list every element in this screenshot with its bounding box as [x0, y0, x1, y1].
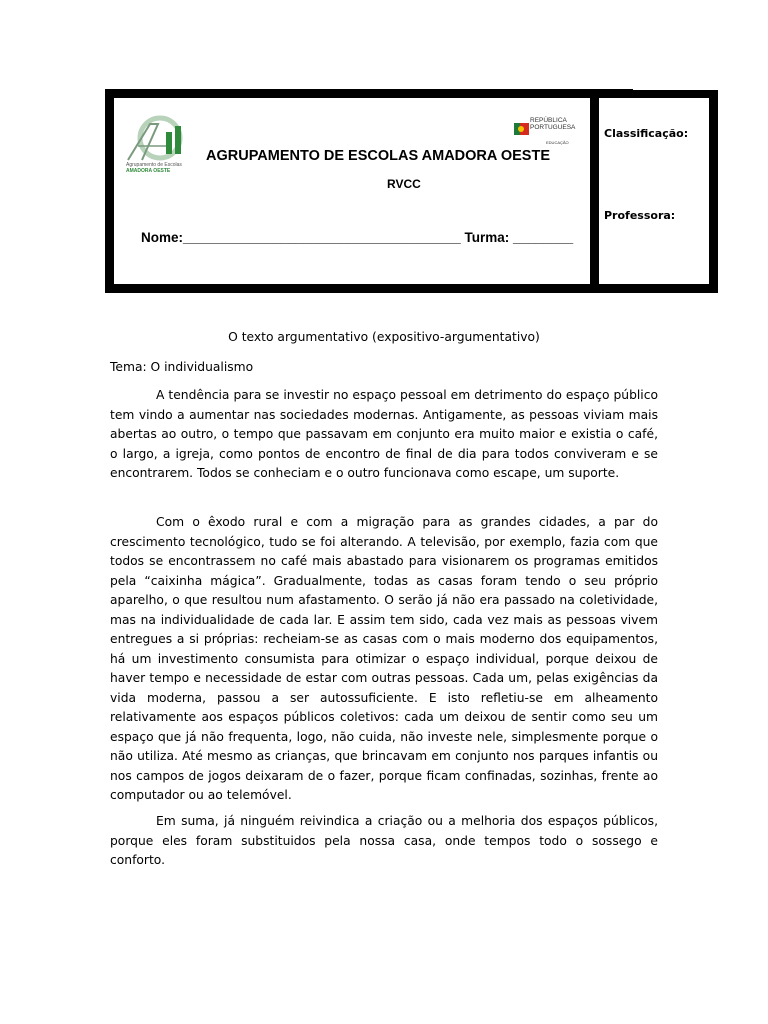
course-label: RVCC — [387, 177, 421, 191]
teacher-label: Professora: — [604, 209, 676, 222]
paragraph-3: Em suma, já ninguém reivindica a criação ou a melhoria dos espaços públicos, porque eles foram substituidos pela nossa casa, onde tempos todo o sossego e conforto. — [110, 814, 658, 867]
republic-sub-text: EDUCAÇÃO — [546, 140, 569, 145]
logo-text-bottom: AMADORA OESTE — [126, 168, 171, 174]
header-side-box — [599, 98, 709, 284]
document-title: O texto argumentativo (expositivo-argumentativo) — [228, 330, 540, 344]
grade-label: Classificação: — [604, 127, 689, 140]
republic-logo-text — [530, 117, 575, 131]
logo-text-top: Agrupamento de Escolas — [126, 162, 182, 168]
name-class-fields: Nome:_____________________________________ Turma: ________ — [141, 230, 574, 245]
paragraph-1: A tendência para se investir no espaço pessoal em detrimento do espaço público tem vindo a aumentar nas sociedades modernas. Antigamente, as pessoas viviam mais abertas ao outro, o tempo que passavam em conjunto era muito maior e existia o café, o largo, a igreja, como pontos de encontro de final de dia para todos conviveram e se encontrarem. Todos se conheciam e o outro funcionava como escape, um suporte. — [110, 388, 658, 480]
republic-line-2: PORTUGUESA — [530, 124, 576, 131]
school-logo — [122, 112, 194, 174]
republic-line-1: REPÚBLICA — [530, 117, 567, 124]
paragraph-2: Com o êxodo rural e com a migração para as grandes cidades, a par do crescimento tecnológico, tudo se foi alterando. A televisão, por exemplo, fazia com que todos se encontrassem no café mais abastado para visionarem os programas emitidos pela “caixinha mágica”. Gradualmente, todas as casas foram tendo o seu próprio aparelho, o que resultou num afastamento. O serão já não era passado na coletividade, mas na individualidade de cada lar. E assim tem sido, cada vez mais as pessoas vivem entregues a si próprias: recheiam-se as casas com o mais moderno dos equipamentos, há um investimento consumista para otimizar o espaço individual, porque deixou de haver tempo e necessidade de estar com outras pessoas. Cada um, pelas exigências da vida moderna, passou a ser autossuficiente. E isto refletiu-se em alheamento relativamente aos espaços públicos coletivos: cada um deixou de sentir como seu um espaço que já não frequenta, logo, não cuida, não investe nele, simplesmente porque o não utiliza. Até mesmo as crianças, que brincavam em conjunto nos parques infantis ou nos campos de jogos deixaram de o fazer, porque ficam confinadas, sozinhas, frente ao computador ou ao telemóvel. — [110, 515, 658, 802]
document-theme: Tema: O individualismo — [110, 360, 254, 374]
school-name: AGRUPAMENTO DE ESCOLAS AMADORA OESTE — [206, 148, 550, 164]
